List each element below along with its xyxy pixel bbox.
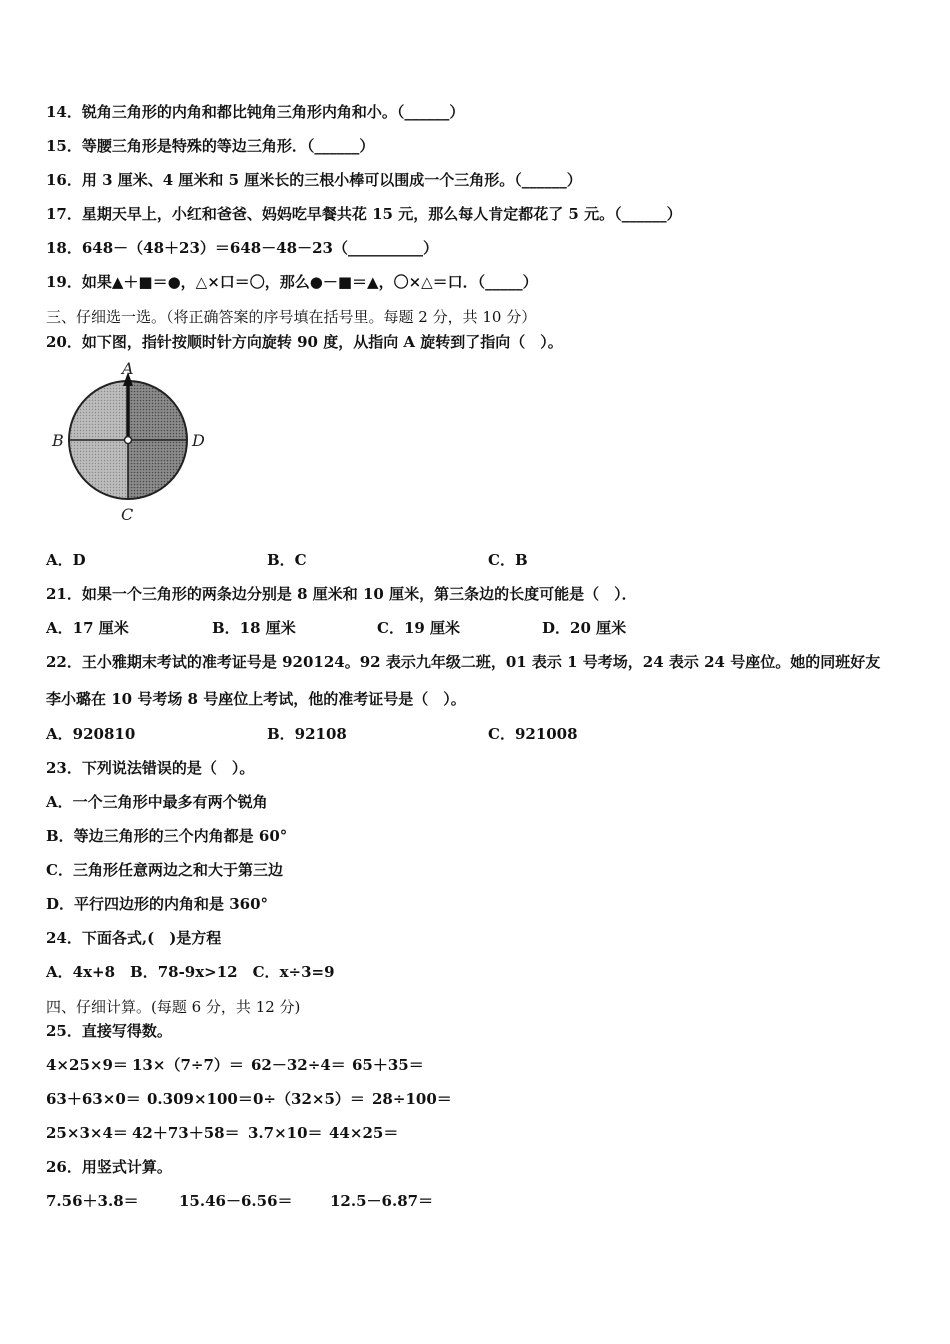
- q24-options: A．4x+8 B．78-9x>12 C．x÷3=9: [46, 963, 335, 981]
- dial-label-a: A: [122, 360, 134, 378]
- q21-option-c: C．19 厘米: [377, 619, 461, 637]
- question-24: 24．下面各式,( )是方程: [46, 929, 222, 947]
- q25-item: 28÷100＝: [372, 1090, 452, 1108]
- q23-option-a: A．一个三角形中最多有两个锐角: [46, 793, 268, 811]
- question-20: 20．如下图，指针按顺时针方向旋转 90 度，从指向 A 旋转到了指向（ ）。: [46, 333, 563, 351]
- section-4-heading: 四、仔细计算。(每题 6 分，共 12 分): [46, 998, 301, 1016]
- q25-item: 42＋73＋58＝: [132, 1124, 240, 1142]
- question-18: 18．648－（48＋23）＝648－48－23（__________）: [46, 239, 438, 257]
- q25-item: 25×3×4＝: [46, 1124, 128, 1142]
- question-23: 23．下列说法错误的是（ ）。: [46, 759, 255, 777]
- question-19: 19．如果▲＋■＝●，△×口＝〇，那么●－■＝▲，〇×△＝口．（_____）: [46, 273, 538, 291]
- q25-item: 3.7×10＝: [248, 1124, 323, 1142]
- q21-option-b: B．18 厘米: [212, 619, 296, 637]
- question-15: 15．等腰三角形是特殊的等边三角形．（______）: [46, 137, 375, 155]
- q25-item: 0÷（32×5）＝: [253, 1090, 365, 1108]
- dial-center: [125, 437, 132, 444]
- q26-item: 15.46－6.56＝: [179, 1192, 293, 1210]
- question-22-line-2: 李小璐在 10 号考场 8 号座位上考试，他的准考证号是（ ）。: [46, 690, 466, 708]
- q25-item: 63＋63×0＝: [46, 1090, 141, 1108]
- section-3-heading: 三、仔细选一选。（将正确答案的序号填在括号里。每题 2 分，共 10 分）: [46, 308, 537, 326]
- q22-option-b: B．92108: [267, 725, 347, 743]
- question-14: 14．锐角三角形的内角和都比钝角三角形内角和小。（______）: [46, 103, 465, 121]
- question-21: 21．如果一个三角形的两条边分别是 8 厘米和 10 厘米，第三条边的长度可能是（ ）．: [46, 585, 637, 603]
- q23-option-c: C．三角形任意两边之和大于第三边: [46, 861, 283, 879]
- q26-item: 12.5－6.87＝: [330, 1192, 434, 1210]
- dial-label-b: B: [52, 431, 64, 450]
- q21-option-d: D．20 厘米: [542, 619, 627, 637]
- dial-label-d: D: [192, 431, 205, 450]
- q25-item: 4×25×9＝: [46, 1056, 128, 1074]
- q22-option-c: C．921008: [488, 725, 578, 743]
- dial-label-c: C: [121, 505, 134, 524]
- q25-item: 44×25＝: [329, 1124, 399, 1142]
- q25-item: 13×（7÷7）＝: [132, 1056, 244, 1074]
- question-22-line-1: 22．王小雅期末考试的准考证号是 920124。92 表示九年级二班，01 表示 1 号考场，24 表示 24 号座位。她的同班好友: [46, 653, 881, 671]
- q25-item: 62－32÷4＝: [251, 1056, 346, 1074]
- q23-option-b: B．等边三角形的三个内角都是 60°: [46, 827, 288, 845]
- q25-item: 0.309×100＝: [147, 1090, 253, 1108]
- question-16: 16．用 3 厘米、4 厘米和 5 厘米长的三根小棒可以围成一个三角形。（______）: [46, 171, 582, 189]
- q22-option-a: A．920810: [46, 725, 136, 743]
- q20-option-b: B．C: [267, 551, 307, 569]
- question-25: 25．直接写得数。: [46, 1022, 172, 1040]
- q21-option-a: A．17 厘米: [46, 619, 129, 637]
- q20-option-a: A．D: [46, 551, 86, 569]
- q26-item: 7.56＋3.8＝: [46, 1192, 139, 1210]
- q20-option-c: C．B: [488, 551, 528, 569]
- dial-figure: [46, 360, 216, 530]
- q25-item: 65＋35＝: [352, 1056, 424, 1074]
- question-17: 17．星期天早上，小红和爸爸、妈妈吃早餐共花 15 元，那么每人肯定都花了 5 元。（______）: [46, 205, 682, 223]
- question-26: 26．用竖式计算。: [46, 1158, 172, 1176]
- q23-option-d: D．平行四边形的内角和是 360°: [46, 895, 269, 913]
